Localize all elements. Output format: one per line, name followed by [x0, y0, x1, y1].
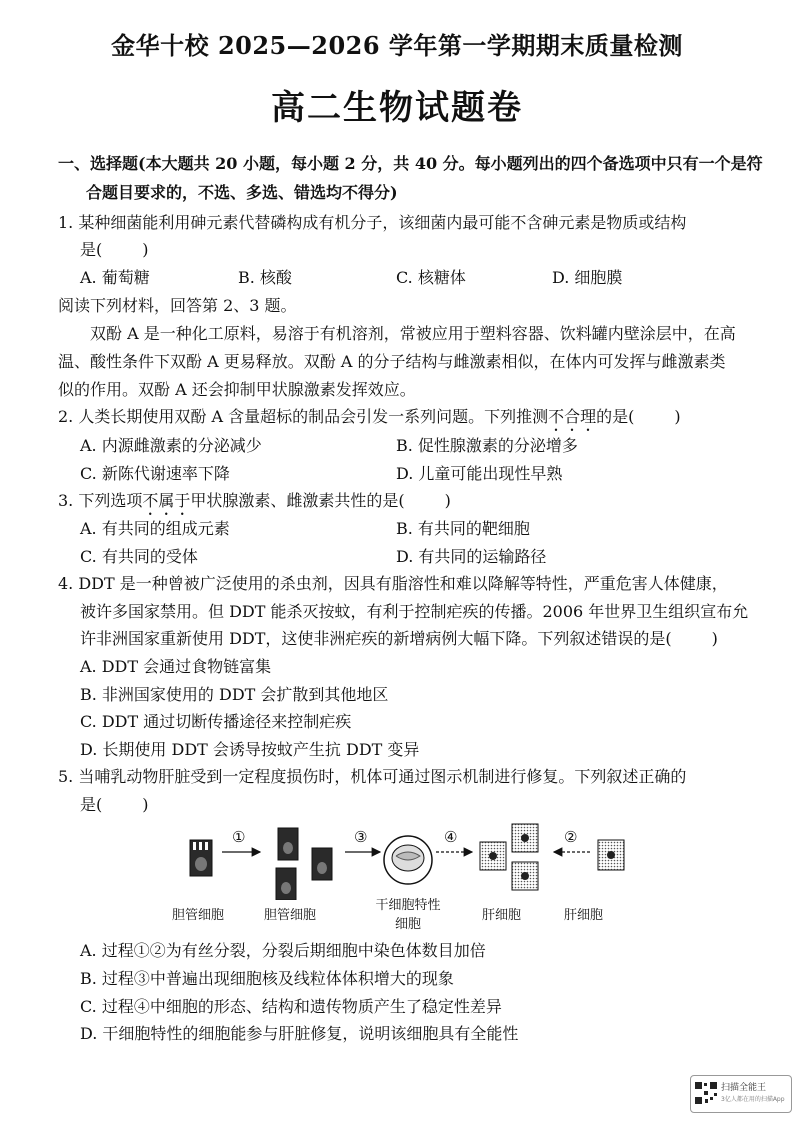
q3-stem-text: 3. 下列选项	[58, 491, 143, 510]
q5-stem-line1: 5. 当哺乳动物肝脏受到一定程度损伤时，机体可通过图示机制进行修复。下列叙述正确的	[58, 767, 687, 786]
q5-stem-close: )	[142, 795, 149, 814]
q1-stem-close: )	[142, 240, 149, 259]
q3-stem	[58, 489, 451, 519]
scanner-app-name: 扫描全能王	[721, 1083, 767, 1093]
exam-subtitle: 高二生物试题卷	[271, 88, 523, 128]
q2-stem	[58, 405, 681, 435]
q5-stem-line2	[80, 793, 149, 817]
q4-stem-line3	[80, 627, 718, 651]
q1-option-a: A. 葡萄糖	[80, 268, 150, 287]
hepatocyte-label-2: 肝细胞	[564, 908, 604, 923]
q1-stem-text: 是(	[80, 240, 103, 259]
material-paragraph-line1: 双酚 A 是一种化工原料，易溶于有机溶剂，常被应用于塑料容器、饮料罐内壁涂层中，在高	[90, 324, 736, 343]
scanner-app-tagline: 3亿人都在用的扫描App	[721, 1096, 785, 1103]
q4-option-b: B. 非洲国家使用的 DDT 会扩散到其他地区	[80, 685, 389, 704]
q3-option-b: B. 有共同的靶细胞	[396, 519, 530, 538]
section-heading-line2: 合题目要求的，不选、多选、错选均不得分)	[86, 183, 398, 202]
q5-stem-text: 是(	[80, 795, 103, 814]
q2-stem-emphasis: 不合理	[548, 407, 597, 426]
scanner-watermark	[690, 1075, 792, 1113]
q5-option-d: D. 干细胞特性的细胞能参与肝脏修复，说明该细胞具有全能性	[80, 1024, 519, 1043]
q5-option-a: A. 过程①②为有丝分裂，分裂后期细胞中染色体数目加倍	[80, 941, 486, 960]
q3-stem-close: )	[444, 491, 451, 510]
material-paragraph-line3: 似的作用。双酚 A 还会抑制甲状腺激素发挥效应。	[58, 380, 416, 399]
q3-stem-text-end: 甲状腺激素、雌激素共性的是(	[190, 491, 405, 510]
material-intro: 阅读下列材料，回答第 2、3 题。	[58, 296, 297, 315]
liver-repair-diagram	[160, 820, 640, 930]
hepatocyte-label-1: 肝细胞	[482, 908, 522, 923]
q4-stem-close: )	[711, 629, 718, 648]
q1-option-b: B. 核酸	[238, 268, 292, 287]
qr-code-icon	[694, 1081, 718, 1105]
q1-option-d: D. 细胞膜	[552, 268, 623, 287]
cholangiocyte-label-2: 胆管细胞	[264, 908, 317, 923]
step-2-label: ②	[564, 828, 578, 846]
q2-option-a: A. 内源雌激素的分泌减少	[80, 436, 262, 455]
q1-option-c: C. 核糖体	[396, 268, 466, 287]
step-1-label: ①	[232, 828, 246, 846]
exam-title: 金华十校 2025—2026 学年第一学期期末质量检测	[111, 31, 683, 60]
stem-cell-label	[368, 894, 448, 932]
q2-option-b: B. 促性腺激素的分泌增多	[396, 436, 578, 455]
q3-option-c: C. 有共同的受体	[80, 547, 198, 566]
step-3-label: ③	[354, 828, 368, 846]
hepatocyte-cluster	[480, 824, 538, 890]
cholangiocyte-label-1: 胆管细胞	[172, 908, 225, 923]
q2-option-c: C. 新陈代谢速率下降	[80, 464, 230, 483]
stem-cell-label-line1: 干细胞特性	[375, 898, 441, 913]
q1-stem-line2	[80, 238, 149, 262]
q3-stem-emphasis: 不属于	[142, 491, 191, 510]
material-paragraph-line2: 温、酸性条件下双酚 A 更易释放。双酚 A 的分子结构与雌激素相似，在体内可发挥与雌激素类	[58, 352, 726, 371]
hepatocyte-cell	[598, 840, 624, 870]
q2-stem-text-end: 的是(	[596, 407, 635, 426]
cholangiocyte-cell-1	[190, 840, 212, 876]
q3-option-d: D. 有共同的运输路径	[396, 547, 547, 566]
q4-option-c: C. DDT 通过切断传播途径来控制疟疾	[80, 712, 352, 731]
q2-option-d: D. 儿童可能出现性早熟	[396, 464, 563, 483]
q4-option-d: D. 长期使用 DDT 会诱导按蚊产生抗 DDT 变异	[80, 740, 420, 759]
q4-stem-line2: 被许多国家禁用。但 DDT 能杀灭按蚊，有利于控制疟疾的传播。2006 年世界卫生组织宣布允	[80, 602, 749, 621]
q2-stem-text: 2. 人类长期使用双酚 A 含量超标的制品会引发一系列问题。下列推测	[58, 407, 549, 426]
q5-option-b: B. 过程③中普遍出现细胞核及线粒体体积增大的现象	[80, 969, 454, 988]
section-heading-line1: 一、选择题(本大题共 20 小题，每小题 2 分，共 40 分。每小题列出的四个备选项中只有一个是符	[58, 154, 763, 173]
q3-option-a: A. 有共同的组成元素	[80, 519, 230, 538]
q2-stem-close: )	[674, 407, 681, 426]
q4-stem-text: 许非洲国家重新使用 DDT，这使非洲疟疾的新增病例大幅下降。下列叙述错误的是(	[80, 629, 672, 648]
stem-like-cell	[384, 836, 432, 884]
step-4-label: ④	[444, 828, 458, 846]
q5-option-c: C. 过程④中细胞的形态、结构和遗传物质产生了稳定性差异	[80, 997, 502, 1016]
cholangiocyte-cluster	[276, 828, 332, 900]
stem-cell-label-line2: 细胞	[394, 917, 421, 932]
q1-stem-line1: 1. 某种细菌能利用砷元素代替磷构成有机分子，该细菌内最可能不含砷元素是物质或结构	[58, 213, 687, 232]
q4-stem-line1: 4. DDT 是一种曾被广泛使用的杀虫剂，因具有脂溶性和难以降解等特性，严重危害人体健康，	[58, 574, 728, 593]
q4-option-a: A. DDT 会通过食物链富集	[80, 657, 272, 676]
